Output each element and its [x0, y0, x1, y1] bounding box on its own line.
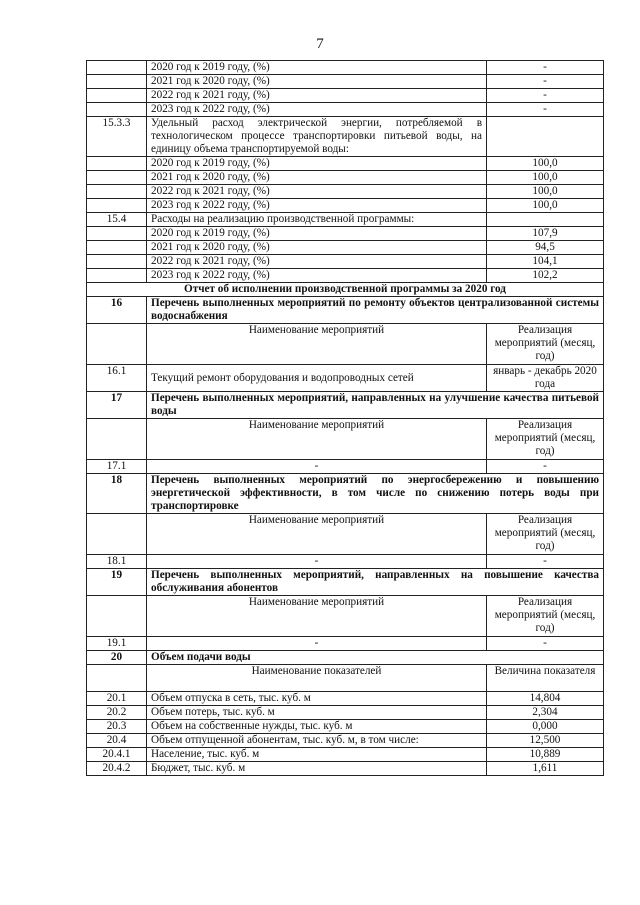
column-header: Наименование показателей — [147, 665, 487, 692]
table-row — [87, 185, 604, 199]
table-row — [87, 269, 604, 283]
row-number — [87, 324, 147, 365]
row-value: 102,2 — [487, 269, 604, 283]
row-number — [87, 269, 147, 283]
row-value — [487, 117, 604, 157]
row-value: 100,0 — [487, 171, 604, 185]
page-number: 7 — [316, 36, 324, 52]
row-value — [487, 213, 604, 227]
row-value: 2,304 — [487, 706, 604, 720]
section-title: Перечень выполненных мероприятий по ремонту объектов централизованной системы водоснабжения — [147, 297, 604, 324]
table-row — [87, 103, 604, 117]
row-label: 2022 год к 2021 году, (%) — [147, 185, 487, 199]
row-number — [87, 255, 147, 269]
row-label: 2021 год к 2020 году, (%) — [147, 75, 487, 89]
row-label: - — [147, 555, 487, 569]
table-row — [87, 514, 604, 555]
column-header: Реализация мероприятий (месяц, год) — [487, 514, 604, 555]
section-number: 16 — [87, 297, 147, 324]
table-row — [87, 157, 604, 171]
section-number: 19 — [87, 569, 147, 596]
row-value: - — [487, 460, 604, 474]
row-label: 2022 год к 2021 году, (%) — [147, 89, 487, 103]
row-label: Население, тыс. куб. м — [147, 748, 487, 762]
table-row — [87, 762, 604, 776]
row-value: - — [487, 61, 604, 75]
row-label: Объем потерь, тыс. куб. м — [147, 706, 487, 720]
row-label: 2023 год к 2022 году, (%) — [147, 103, 487, 117]
row-label: Расходы на реализацию производственной программы: — [147, 213, 487, 227]
table-row — [87, 734, 604, 748]
column-header: Наименование мероприятий — [147, 324, 487, 365]
row-number — [87, 596, 147, 637]
table-row — [87, 569, 604, 596]
table-row — [87, 748, 604, 762]
row-value: 12,500 — [487, 734, 604, 748]
row-label: 2023 год к 2022 году, (%) — [147, 269, 487, 283]
row-number: 20.4.1 — [87, 748, 147, 762]
table-row — [87, 365, 604, 392]
row-value: 107,9 — [487, 227, 604, 241]
row-label: 2020 год к 2019 году, (%) — [147, 61, 487, 75]
row-value: 14,804 — [487, 692, 604, 706]
table-row — [87, 61, 604, 75]
column-header: Реализация мероприятий (месяц, год) — [487, 596, 604, 637]
table-row — [87, 213, 604, 227]
row-number: 19.1 — [87, 637, 147, 651]
table-row — [87, 419, 604, 460]
column-header: Наименование мероприятий — [147, 596, 487, 637]
table-row — [87, 555, 604, 569]
column-header: Реализация мероприятий (месяц, год) — [487, 324, 604, 365]
table-row — [87, 720, 604, 734]
table-row — [87, 241, 604, 255]
section-title: Перечень выполненных мероприятий по энергосбережению и повышению энергетической эффективности, в том числе по снижению потерь воды при транспортировке — [147, 474, 604, 514]
row-number — [87, 185, 147, 199]
table-row — [87, 460, 604, 474]
table-row — [87, 171, 604, 185]
column-header: Реализация мероприятий (месяц, год) — [487, 419, 604, 460]
column-header: Наименование мероприятий — [147, 514, 487, 555]
row-value: январь - декабрь 2020 года — [487, 365, 604, 392]
section-title: Перечень выполненных мероприятий, направленных на повышение качества обслуживания абонентов — [147, 569, 604, 596]
row-value: - — [487, 103, 604, 117]
row-number: 20.1 — [87, 692, 147, 706]
row-label: Объем на собственные нужды, тыс. куб. м — [147, 720, 487, 734]
row-number — [87, 157, 147, 171]
table-row — [87, 392, 604, 419]
section-number: 18 — [87, 474, 147, 514]
row-value: - — [487, 555, 604, 569]
row-number — [87, 227, 147, 241]
row-number: 20.3 — [87, 720, 147, 734]
row-value: 100,0 — [487, 199, 604, 213]
table-row — [87, 596, 604, 637]
row-label: Текущий ремонт оборудования и водопроводных сетей — [147, 365, 487, 392]
table-row — [87, 474, 604, 514]
row-label: Удельный расход электрической энергии, потребляемой в технологическом процессе транспортировки питьевой воды, на единицу объема транспортируемой воды: — [147, 117, 487, 157]
table-row — [87, 117, 604, 157]
row-label: 2023 год к 2022 году, (%) — [147, 199, 487, 213]
row-label: 2022 год к 2021 году, (%) — [147, 255, 487, 269]
row-number: 16.1 — [87, 365, 147, 392]
row-number — [87, 514, 147, 555]
table-row — [87, 665, 604, 692]
table-row — [87, 199, 604, 213]
row-number: 20.2 — [87, 706, 147, 720]
row-value: 94,5 — [487, 241, 604, 255]
row-number: 17.1 — [87, 460, 147, 474]
table-row — [87, 255, 604, 269]
section-title: Объем подачи воды — [147, 651, 604, 665]
row-number: 15.4 — [87, 213, 147, 227]
row-label: Объем отпущенной абонентам, тыс. куб. м, в том числе: — [147, 734, 487, 748]
row-number: 20.4 — [87, 734, 147, 748]
section-title: Перечень выполненных мероприятий, направленных на улучшение качества питьевой воды — [147, 392, 604, 419]
table-row — [87, 706, 604, 720]
row-number — [87, 103, 147, 117]
table-row — [87, 692, 604, 706]
row-label: - — [147, 637, 487, 651]
row-value: - — [487, 75, 604, 89]
report-heading: Отчет об исполнении производственной программы за 2020 год — [87, 283, 604, 297]
row-number: 15.3.3 — [87, 117, 147, 157]
column-header: Величина показателя — [487, 665, 604, 692]
document-table — [86, 60, 604, 776]
table-row — [87, 283, 604, 297]
row-label: - — [147, 460, 487, 474]
row-number: 20.4.2 — [87, 762, 147, 776]
row-label: Объем отпуска в сеть, тыс. куб. м — [147, 692, 487, 706]
table-row — [87, 89, 604, 103]
column-header: Наименование мероприятий — [147, 419, 487, 460]
row-number — [87, 665, 147, 692]
row-label: 2021 год к 2020 году, (%) — [147, 171, 487, 185]
row-number — [87, 419, 147, 460]
row-value: 1,611 — [487, 762, 604, 776]
row-label: Бюджет, тыс. куб. м — [147, 762, 487, 776]
section-number: 17 — [87, 392, 147, 419]
row-number — [87, 89, 147, 103]
row-number — [87, 75, 147, 89]
row-value: 10,889 — [487, 748, 604, 762]
row-value: - — [487, 637, 604, 651]
row-value: - — [487, 89, 604, 103]
row-label: 2021 год к 2020 году, (%) — [147, 241, 487, 255]
row-number — [87, 61, 147, 75]
table-row — [87, 651, 604, 665]
row-number — [87, 199, 147, 213]
row-value: 0,000 — [487, 720, 604, 734]
table-row — [87, 297, 604, 324]
row-number — [87, 241, 147, 255]
table-row — [87, 324, 604, 365]
row-label: 2020 год к 2019 году, (%) — [147, 157, 487, 171]
table-row — [87, 227, 604, 241]
section-number: 20 — [87, 651, 147, 665]
row-number: 18.1 — [87, 555, 147, 569]
row-value: 104,1 — [487, 255, 604, 269]
row-value: 100,0 — [487, 157, 604, 171]
table-row — [87, 75, 604, 89]
table-row — [87, 637, 604, 651]
row-number — [87, 171, 147, 185]
row-label: 2020 год к 2019 году, (%) — [147, 227, 487, 241]
row-value: 100,0 — [487, 185, 604, 199]
